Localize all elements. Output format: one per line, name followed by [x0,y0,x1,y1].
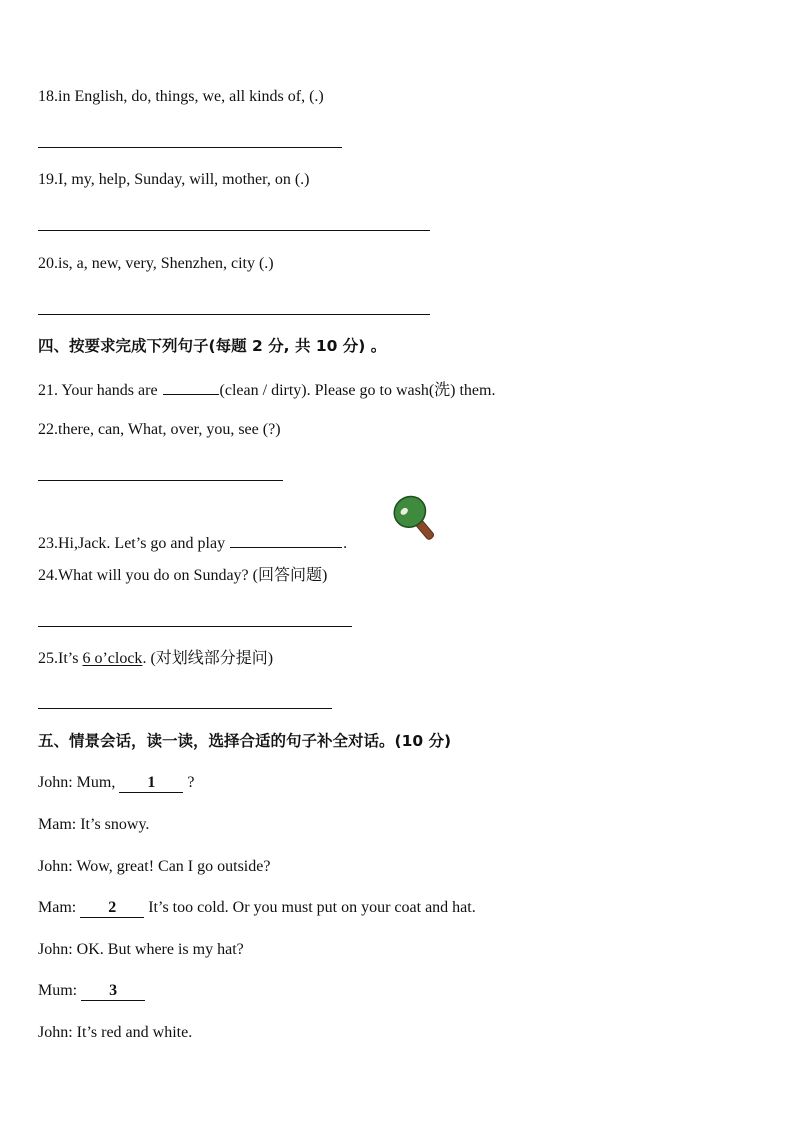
dialogue-line-3: John: Wow, great! Can I go outside? [38,858,271,875]
dialogue-blank-2[interactable]: 2 [80,899,144,918]
question-21-before: 21. Your hands are [38,382,162,399]
dialogue-line-6 [38,981,145,1001]
dialogue-line-4 [38,898,476,918]
dialogue-blank-1[interactable]: 1 [119,774,183,793]
question-18: 18.in English, do, things, we, all kinds of, (.) [38,88,324,105]
answer-line-24[interactable] [38,626,352,627]
question-23-text: 23.Hi,Jack. Let’s go and play [38,535,230,552]
section-4-heading: 四、按要求完成下列句子(每题 2 分, 共 10 分) 。 [38,337,387,355]
ping-pong-paddle-icon [389,492,441,544]
question-23-end: . [343,535,348,552]
question-21 [38,378,495,401]
dialogue-line-4-after: It’s too cold. Or you must put on your coat and hat. [144,899,476,916]
answer-line-19[interactable] [38,230,430,231]
dialogue-line-7: John: It’s red and white. [38,1024,193,1041]
answer-line-18[interactable] [38,147,342,148]
question-24: 24.What will you do on Sunday? (回答问题) [38,567,328,584]
question-25-after: . (对划线部分提问) [142,650,274,667]
question-23 [38,531,347,554]
question-25 [38,649,273,669]
dialogue-line-4-before: Mam: [38,899,81,916]
blank-23[interactable] [230,531,342,548]
dialogue-line-2: Mam: It’s snowy. [38,816,150,833]
question-25-underlined: 6 o’clock [82,650,143,667]
blank-21[interactable] [163,378,219,395]
question-20: 20.is, a, new, very, Shenzhen, city (.) [38,255,274,272]
question-19: 19.I, my, help, Sunday, will, mother, on (.) [38,171,310,188]
answer-line-22[interactable] [38,480,283,481]
question-25-before: 25.It’s [38,650,83,667]
answer-line-25[interactable] [38,708,332,709]
answer-line-20[interactable] [38,314,430,315]
dialogue-blank-3[interactable]: 3 [81,982,145,1001]
dialogue-line-1-after: ? [183,774,195,791]
section-5-heading: 五、情景会话，读一读，选择合适的句子补全对话。(10 分) [38,732,452,750]
dialogue-line-6-before: Mum: [38,982,82,999]
dialogue-line-1 [38,773,194,793]
dialogue-line-5: John: OK. But where is my hat? [38,941,244,958]
dialogue-line-1-before: John: Mum, [38,774,120,791]
question-22: 22.there, can, What, over, you, see (?) [38,421,281,438]
question-21-after: (clean / dirty). Please go to wash(洗) them. [219,382,496,399]
